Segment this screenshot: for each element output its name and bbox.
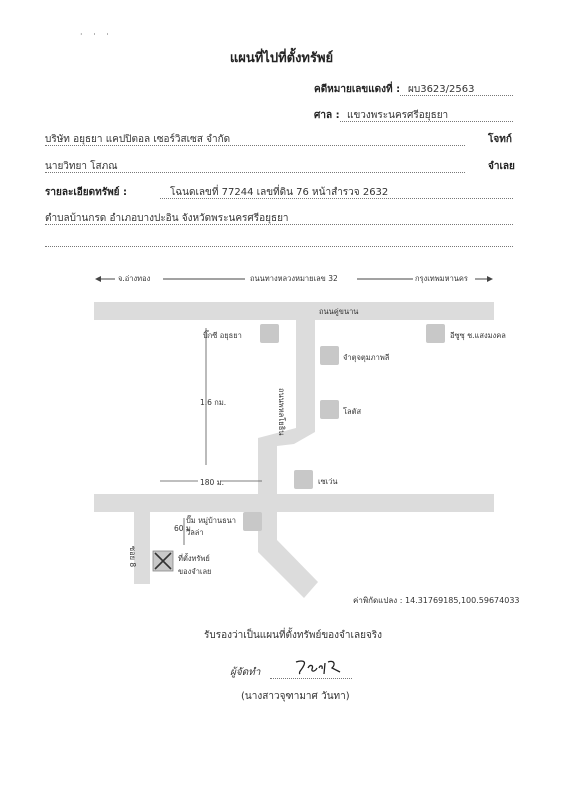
property-marker-icon — [152, 550, 174, 572]
frontage-road-label: ถนนคู่ขนาน — [319, 307, 359, 316]
gas-station-label: ปั๊ม หมู่บ้านธนา — [186, 516, 236, 525]
case-number-line — [400, 95, 513, 96]
direction-bangkok: กรุงเทพมหานคร — [415, 274, 468, 283]
gps-coordinates: ค่าพิกัดแปลง : 14.31769185,100.59674033 — [353, 596, 520, 605]
page-title: แผนที่ไปที่ตั้งทรัพย์ — [229, 51, 334, 66]
lotus-label: โลตัส — [343, 407, 362, 416]
court-line — [340, 121, 513, 122]
scan-marks: · · · — [80, 30, 113, 39]
plaintiff-line — [45, 145, 465, 146]
jatu-building — [320, 346, 339, 365]
property-label-1: ที่ตั้งทรัพย์ — [178, 554, 210, 563]
case-number-value: ผบ3623/2563 — [408, 84, 475, 95]
court-label: ศาล : — [314, 110, 340, 121]
distance-180m: 180 ม. — [200, 478, 225, 487]
property-location: ตำบลบ้านกรด อำเภอบางปะอิน จังหวัดพระนครศรีอยุธยา — [45, 213, 289, 224]
phahonyothin-road-label: ถนนพหลโยธิน — [277, 388, 286, 436]
certification-text: รับรองว่าเป็นแผนที่ตั้งทรัพย์ของจำเลยจริง — [204, 630, 383, 641]
court-value: แขวงพระนครศรีอยุธยา — [347, 110, 449, 121]
property-line-1 — [160, 198, 513, 199]
property-label-2: ของจำเลย — [178, 567, 212, 576]
isuzu-building — [426, 324, 445, 343]
distance-60m: 60 ม. — [174, 524, 194, 533]
seven-eleven-building — [294, 470, 313, 489]
seven-eleven-label: เซเว่น — [318, 477, 338, 486]
property-label: รายละเอียดทรัพย์ : — [45, 187, 128, 198]
bigc-label: บิ๊กซี อยุธยา — [203, 331, 242, 340]
isuzu-label: อีซูซุ ช.แสงมงคล — [450, 331, 506, 340]
lotus-building — [320, 400, 339, 419]
highway-32-label: ถนนทางหลวงหมายเลข 32 — [250, 274, 338, 283]
plaintiff-role: โจทก์ — [488, 134, 512, 145]
signer-name: (นางสาวจุฑามาศ วันทา) — [241, 691, 350, 702]
distance-1-6km: 1.6 กม. — [200, 398, 227, 407]
direction-angthong: จ.อ่างทอง — [118, 274, 151, 283]
signature-line — [270, 678, 352, 679]
signature — [292, 656, 352, 678]
property-deed: โฉนดเลขที่ 77244 เลขที่ดิน 76 หน้าสำรวจ 2632 — [170, 187, 389, 198]
plaintiff-name: บริษัท อยุธยา แคปปิตอล เซอร์วิสเซส จำกัด — [45, 134, 231, 145]
gas-station-label-2: วิลล่า — [186, 528, 204, 537]
defendant-line — [45, 172, 465, 173]
soi-8-label: ซอย 8 — [128, 546, 137, 568]
gas-station-building — [243, 512, 262, 531]
case-number-label: คดีหมายเลขแดงที่ : — [314, 84, 401, 95]
frontage-road — [94, 302, 494, 320]
jatu-label: จำตุจตุมภาพลี — [343, 353, 390, 362]
bigc-building — [260, 324, 279, 343]
defendant-name: นายวิทยา โสภณ — [45, 161, 118, 172]
blank-line — [45, 246, 513, 247]
property-line-2 — [45, 224, 513, 225]
prepared-by-label: ผู้จัดทำ — [230, 667, 261, 678]
defendant-role: จำเลย — [488, 161, 515, 172]
